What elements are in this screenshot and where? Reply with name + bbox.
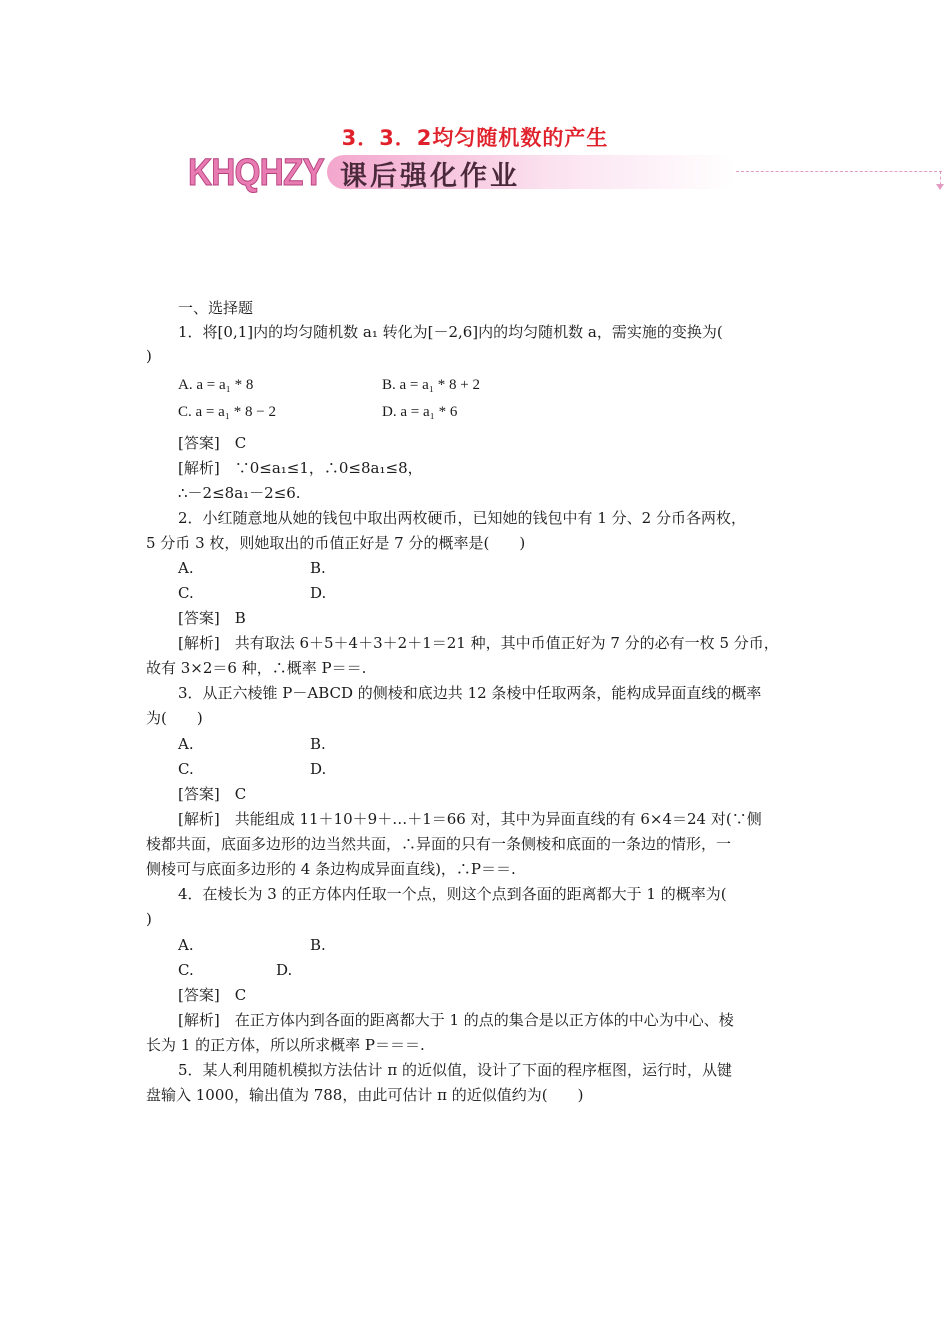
q4-answer: [答案] C <box>178 986 247 1004</box>
q3-analysis-3: 侧棱可与底面多边形的 4 条边构成异面直线)，∴P＝＝. <box>146 860 516 878</box>
q1-stem: 1．将[0,1]内的均匀随机数 a₁ 转化为[－2,6]内的均匀随机数 a，需实施的变换为( <box>178 323 723 341</box>
q2-option-c: C. <box>178 584 194 602</box>
q2-option-b: B. <box>310 559 326 577</box>
q1-option-d: D. a = a₁ * 6 <box>382 404 458 420</box>
page-title: 3．3．2均匀随机数的产生 <box>341 126 609 150</box>
q3-answer: [答案] C <box>178 785 247 803</box>
q4-stem: 4．在棱长为 3 的正方体内任取一个点，则这个点到各面的距离都大于 1 的概率为( <box>178 885 727 903</box>
q4-option-c: C. <box>178 961 194 979</box>
banner-arrow-line <box>940 171 941 185</box>
q1-analysis-2: ∴－2≤8a₁－2≤6. <box>178 484 301 502</box>
q2-stem: 2．小红随意地从她的钱包中取出两枚硬币，已知她的钱包中有 1 分、2 分币各两枚， <box>178 509 746 527</box>
q4-option-b: B. <box>310 936 326 954</box>
section-heading: 一、选择题 <box>178 299 254 317</box>
q1-answer: [答案] C <box>178 434 247 452</box>
q1-option-c: C. a = a₁ * 8 − 2 <box>178 404 276 420</box>
q2-option-d: D. <box>310 584 327 602</box>
section-banner <box>188 150 768 200</box>
q3-option-b: B. <box>310 735 326 753</box>
q4-option-d: D. <box>276 961 293 979</box>
q4-analysis-1: [解析] 在正方体内到各面的距离都大于 1 的点的集合是以正方体的中心为中心、棱 <box>178 1011 734 1029</box>
q1-option-a: A. a = a₁ * 8 <box>178 377 254 393</box>
q4-stem-cont: ) <box>146 910 152 928</box>
q1-option-b: B. a = a₁ * 8 + 2 <box>382 377 480 393</box>
banner-label: 课后强化作业 <box>340 161 520 192</box>
q1-stem-cont: ) <box>146 347 152 365</box>
q5-stem: 5．某人利用随机模拟方法估计 π 的近似值，设计了下面的程序框图，运行时，从键 <box>178 1061 732 1079</box>
q3-option-d: D. <box>310 760 327 778</box>
q2-stem-cont: 5 分币 3 枚，则她取出的币值正好是 7 分的概率是( ) <box>146 534 526 552</box>
q3-option-a: A. <box>178 735 194 753</box>
q2-option-a: A. <box>178 559 194 577</box>
q3-analysis-1: [解析] 共能组成 11＋10＋9＋…＋1＝66 对，其中为异面直线的有 6×4＝24 对(∵侧 <box>178 810 762 828</box>
q3-option-c: C. <box>178 760 194 778</box>
q2-analysis-2: 故有 3×2＝6 种，∴概率 P＝＝. <box>146 659 367 677</box>
q3-stem: 3．从正六棱锥 P－ABCD 的侧棱和底边共 12 条棱中任取两条，能构成异面直线的概率 <box>178 684 762 702</box>
banner-logo: KHQHZY <box>188 152 324 194</box>
q2-answer: [答案] B <box>178 609 246 627</box>
q3-analysis-2: 棱都共面，底面多边形的边当然共面，∴异面的只有一条侧棱和底面的一条边的情形，一 <box>146 835 732 853</box>
q4-analysis-2: 长为 1 的正方体，所以所求概率 P＝＝＝. <box>146 1036 425 1054</box>
q4-option-a: A. <box>178 936 194 954</box>
q2-analysis-1: [解析] 共有取法 6＋5＋4＋3＋2＋1＝21 种，其中币值正好为 7 分的必有一枚 5 分币， <box>178 634 779 652</box>
arrow-down-icon <box>936 184 944 190</box>
q3-stem-cont: 为( ) <box>146 709 203 727</box>
banner-dashed-line <box>736 171 942 172</box>
q1-analysis-1: [解析] ∵0≤a₁≤1，∴0≤8a₁≤8， <box>178 459 423 477</box>
q5-stem-cont: 盘输入 1000，输出值为 788，由此可估计 π 的近似值约为( ) <box>146 1086 584 1104</box>
